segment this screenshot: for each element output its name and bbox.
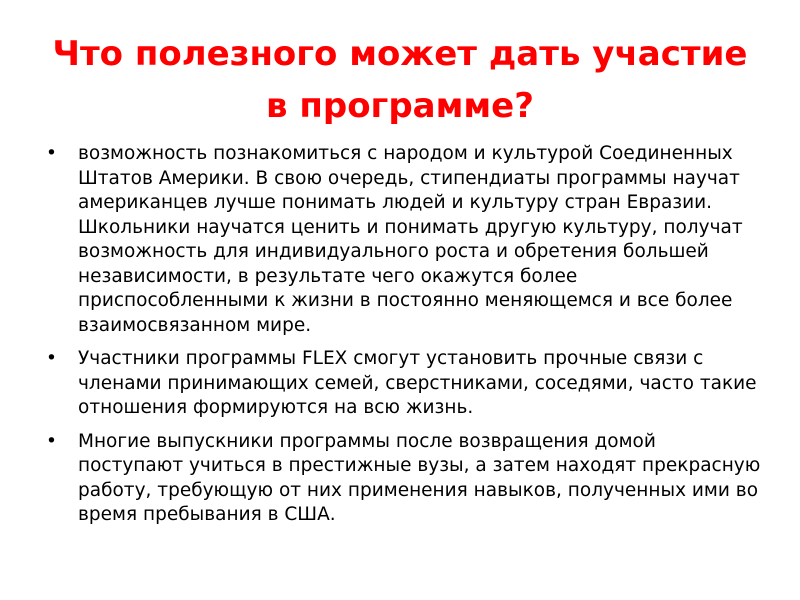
bullet-item-3 [40,430,765,528]
bullet-text-3: Многие выпускники программы после возвращения домой поступают учиться в престижные вузы, а затем находят прекрасную работу, требующую от них применения навыков, полученных ими во время пребывания в США. [78,430,761,525]
bullet-text-2: Участники программы FLEX смогут установить прочные связи с членами принимающих семей, сверстниками, соседями, часто такие отношения формируются на всю жизнь. [78,348,757,418]
bullet-icon: • [46,348,57,369]
bullet-text-1: возможность познакомиться с народом и культурой Соединенных Штатов Америки. В свою очередь, стипендиаты программы научат американцев лучше понимать людей и культуру стран Евразии. Школьники научатся ценить и понимать другую культуру, получат возможность для индивидуального роста и обретения большей независимости, в результате чего окажутся более приспособленными к жизни в постоянно меняющемся и все более взаимосвязанном мире. [78,143,743,336]
bullet-icon: • [46,430,57,452]
slide-title: Что полезного может дать участие в программе? [52,34,748,126]
bullet-icon: • [46,143,57,164]
bullet-item-2 [40,347,765,421]
bullet-list [40,142,765,537]
bullet-item-1 [40,142,765,338]
